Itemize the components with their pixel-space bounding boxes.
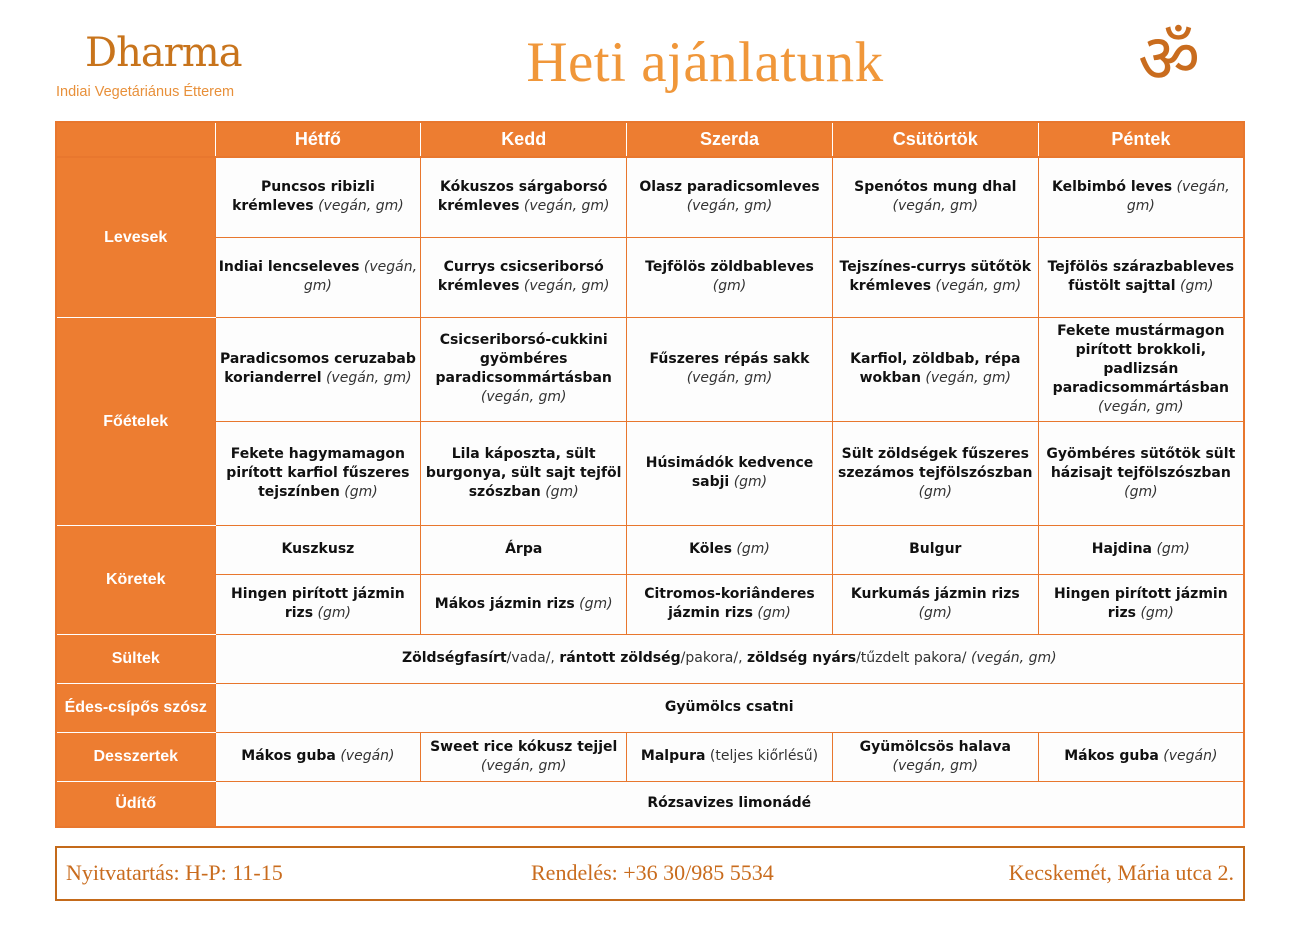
dish-note: (vegán, gm) bbox=[318, 198, 404, 215]
dish-cell bbox=[215, 157, 421, 237]
dish-name: Gyümölcsös halava bbox=[859, 738, 1011, 755]
dish-name: Malpura bbox=[640, 748, 706, 764]
dish-name: Csicseriborsó-cukkini gyömbéres paradicsommártásban bbox=[435, 332, 612, 386]
dish-cell bbox=[215, 421, 421, 525]
dish-name: Fekete hagymamagon pirított karfiol fűszeres tejszínben bbox=[226, 445, 410, 500]
address: Kecskemét, Mária utca 2. bbox=[1008, 860, 1234, 885]
menu-row-desserts bbox=[56, 732, 1244, 781]
dish-cell bbox=[627, 237, 833, 317]
menu-row-soups bbox=[56, 157, 1244, 237]
fried-text: zöldség nyárs bbox=[746, 650, 857, 666]
logo-subtitle: Indiai Vegetáriánus Étterem bbox=[56, 84, 235, 100]
footer-info-bar bbox=[55, 846, 1245, 901]
dish-note: (gm) bbox=[733, 474, 768, 490]
fried-text: (vegán, gm) bbox=[970, 650, 1057, 666]
menu-row-mains bbox=[56, 421, 1244, 525]
dish-name: Fűszeres répás sakk bbox=[649, 351, 810, 367]
dish-cell bbox=[832, 525, 1038, 574]
fried-text: rántott zöldség bbox=[559, 650, 681, 666]
dish-cell bbox=[1038, 317, 1244, 421]
dish-name: Olasz paradicsomleves bbox=[639, 179, 820, 196]
dish-name: Kelbimbó leves bbox=[1052, 179, 1173, 196]
dish-name: Currys csicseriborsó krémleves bbox=[437, 259, 604, 294]
category-drinks: Üdítő bbox=[56, 781, 215, 827]
category-soups: Levesek bbox=[56, 157, 215, 317]
dish-note: (vegán) bbox=[340, 748, 395, 764]
dish-note: (gm) bbox=[545, 483, 579, 500]
dish-cell bbox=[832, 317, 1038, 421]
dish-note: (vegán, gm) bbox=[523, 198, 610, 215]
dish-cell bbox=[627, 574, 833, 634]
dish-cell bbox=[215, 317, 421, 421]
dish-cell bbox=[421, 421, 627, 525]
dish-note: (teljes kiőrlésű) bbox=[709, 748, 819, 764]
category-desserts: Desszertek bbox=[56, 732, 215, 781]
dish-note: (gm) bbox=[918, 605, 953, 621]
dish-cell bbox=[1038, 237, 1244, 317]
dish-cell bbox=[627, 732, 833, 781]
dish-cell bbox=[215, 574, 421, 634]
fried-text: Zöldségfasírt bbox=[401, 650, 507, 666]
dish-note: (vegán, gm) bbox=[1098, 398, 1184, 415]
drink-name: Rózsavizes limonádé bbox=[647, 795, 812, 812]
category-sauce: Édes-csípős szósz bbox=[56, 683, 215, 732]
dish-note: (vegán, gm) bbox=[480, 389, 567, 405]
drink-cell bbox=[215, 781, 1244, 827]
dish-cell bbox=[421, 317, 627, 421]
dish-cell bbox=[832, 237, 1038, 317]
dish-note: (gm) bbox=[757, 605, 791, 621]
menu-row-fried bbox=[56, 634, 1244, 683]
dish-name: Hingen pirított jázmin rizs bbox=[1054, 586, 1228, 621]
dish-note: (gm) bbox=[1140, 605, 1174, 621]
dish-name: Mákos guba bbox=[241, 748, 336, 764]
dish-name: Sweet rice kókusz tejjel bbox=[430, 738, 618, 755]
category-sides: Köretek bbox=[56, 525, 215, 634]
dish-name: Hajdina bbox=[1091, 541, 1152, 557]
dish-cell bbox=[215, 732, 421, 781]
dish-cell bbox=[832, 574, 1038, 634]
category-fried: Sültek bbox=[56, 634, 215, 683]
dish-name: Árpa bbox=[505, 541, 543, 557]
page-title: Heti ajánlatunk bbox=[526, 31, 884, 94]
menu-row-mains bbox=[56, 317, 1244, 421]
dish-name: Sült zöldségek fűszeres szezámos tejfölszószban bbox=[838, 445, 1033, 481]
dish-name: Spenótos mung dhal bbox=[854, 179, 1017, 196]
dish-cell bbox=[1038, 157, 1244, 237]
dish-name: Citromos-koriânderes jázmin rizs bbox=[644, 586, 815, 621]
dish-cell bbox=[1038, 574, 1244, 634]
dish-name: Mákos jázmin rizs bbox=[434, 595, 575, 612]
dish-cell bbox=[832, 732, 1038, 781]
dish-note: (vegán) bbox=[1163, 748, 1218, 764]
dish-cell bbox=[627, 421, 833, 525]
opening-hours: Nyitvatartás: H-P: 11-15 bbox=[66, 860, 283, 885]
dish-name: Tejfölös zöldbableves bbox=[645, 259, 814, 275]
dish-name: Köles bbox=[689, 541, 732, 557]
dish-cell bbox=[421, 525, 627, 574]
dish-name: Tejszínes-currys sütőtök krémleves bbox=[839, 259, 1032, 294]
dish-name: Fekete mustármagon pirított brokkoli, padlizsán paradicsommártásban bbox=[1052, 322, 1229, 396]
day-header: Csütörtök bbox=[832, 122, 1038, 157]
dish-cell bbox=[1038, 732, 1244, 781]
dish-cell bbox=[421, 574, 627, 634]
day-header: Péntek bbox=[1038, 122, 1244, 157]
dish-note: (vegán, gm) bbox=[480, 757, 567, 774]
dish-cell bbox=[421, 237, 627, 317]
dish-cell bbox=[832, 421, 1038, 525]
dish-name: Paradicsomos ceruzabab korianderrel bbox=[219, 351, 416, 386]
dish-name: Karfiol, zöldbab, répa wokban bbox=[850, 351, 1021, 386]
order-phone: Rendelés: +36 30/985 5534 bbox=[531, 860, 774, 885]
dish-cell bbox=[1038, 525, 1244, 574]
dish-name: Bulgur bbox=[909, 541, 962, 557]
sauce-cell bbox=[215, 683, 1244, 732]
dish-note: (gm) bbox=[579, 595, 613, 612]
dish-note: (vegán, gm) bbox=[325, 370, 412, 386]
day-header: Kedd bbox=[421, 122, 627, 157]
dish-note: (gm) bbox=[918, 483, 953, 500]
dish-name: Gyömbéres sütőtök sült házisajt tejfölszószban bbox=[1046, 445, 1236, 481]
dish-cell bbox=[215, 237, 421, 317]
dish-note: (vegán, gm) bbox=[523, 278, 610, 294]
dish-note: (gm) bbox=[1179, 278, 1214, 294]
dish-note: (vegán, gm) bbox=[925, 370, 1011, 386]
dish-cell bbox=[627, 525, 833, 574]
dish-note: (gm) bbox=[712, 278, 747, 294]
dish-name: Kuszkusz bbox=[281, 541, 355, 557]
category-mains: Főételek bbox=[56, 317, 215, 525]
dish-cell bbox=[1038, 421, 1244, 525]
dish-name: Kurkumás jázmin rizs bbox=[850, 586, 1020, 602]
day-header: Hétfő bbox=[215, 122, 421, 157]
corner-cell bbox=[56, 122, 215, 157]
dish-note: (vegán, gm) bbox=[686, 370, 773, 386]
dish-cell bbox=[215, 525, 421, 574]
day-header: Szerda bbox=[627, 122, 833, 157]
dish-name: Húsimádók kedvence sabji bbox=[645, 455, 814, 490]
logo-wordmark: Dharma bbox=[85, 30, 242, 76]
dish-name: Hingen pirított jázmin rizs bbox=[231, 586, 405, 621]
dish-cell bbox=[627, 317, 833, 421]
dish-name: Indiai lencseleves bbox=[218, 259, 360, 275]
dish-name: Lila káposzta, sült burgonya, sült sajt tejföl szószban bbox=[425, 445, 622, 500]
dish-name: Puncsos ribizli krémleves bbox=[232, 179, 375, 215]
dish-cell bbox=[832, 157, 1038, 237]
dish-note: (gm) bbox=[736, 541, 770, 557]
weekly-menu-table bbox=[55, 121, 1245, 828]
menu-row-sides bbox=[56, 574, 1244, 634]
dish-note: (vegán, gm) bbox=[892, 757, 979, 774]
day-header-row bbox=[56, 122, 1244, 157]
dish-note: (vegán, gm) bbox=[1126, 179, 1230, 215]
fried-text: /tűzdelt pakora/ bbox=[856, 650, 971, 666]
dish-note: (vegán, gm) bbox=[303, 259, 418, 294]
dish-note: (vegán, gm) bbox=[935, 278, 1022, 294]
dish-cell bbox=[627, 157, 833, 237]
dish-note: (vegán, gm) bbox=[686, 198, 773, 215]
dish-cell bbox=[421, 732, 627, 781]
menu-row-drinks bbox=[56, 781, 1244, 827]
dish-cell bbox=[421, 157, 627, 237]
dish-note: (gm) bbox=[344, 483, 378, 500]
sauce-name: Gyümölcs csatni bbox=[664, 699, 794, 715]
fried-text: /vada/, bbox=[506, 650, 560, 666]
menu-row-sauce bbox=[56, 683, 1244, 732]
om-symbol-icon: ॐ bbox=[1137, 20, 1201, 99]
fried-text: /pakora/, bbox=[680, 650, 747, 666]
menu-row-soups bbox=[56, 237, 1244, 317]
dish-name: Mákos guba bbox=[1064, 748, 1159, 764]
dish-name: Tejfölös szárazbableves füstölt sajttal bbox=[1047, 259, 1235, 294]
dish-note: (gm) bbox=[1156, 541, 1190, 557]
dish-name: Kókuszos sárgaborsó krémleves bbox=[437, 179, 608, 215]
fried-dishes-cell bbox=[215, 634, 1244, 683]
dish-note: (vegán, gm) bbox=[892, 198, 979, 215]
dish-note: (gm) bbox=[1124, 483, 1158, 500]
dish-note: (gm) bbox=[317, 605, 351, 621]
menu-row-sides bbox=[56, 525, 1244, 574]
